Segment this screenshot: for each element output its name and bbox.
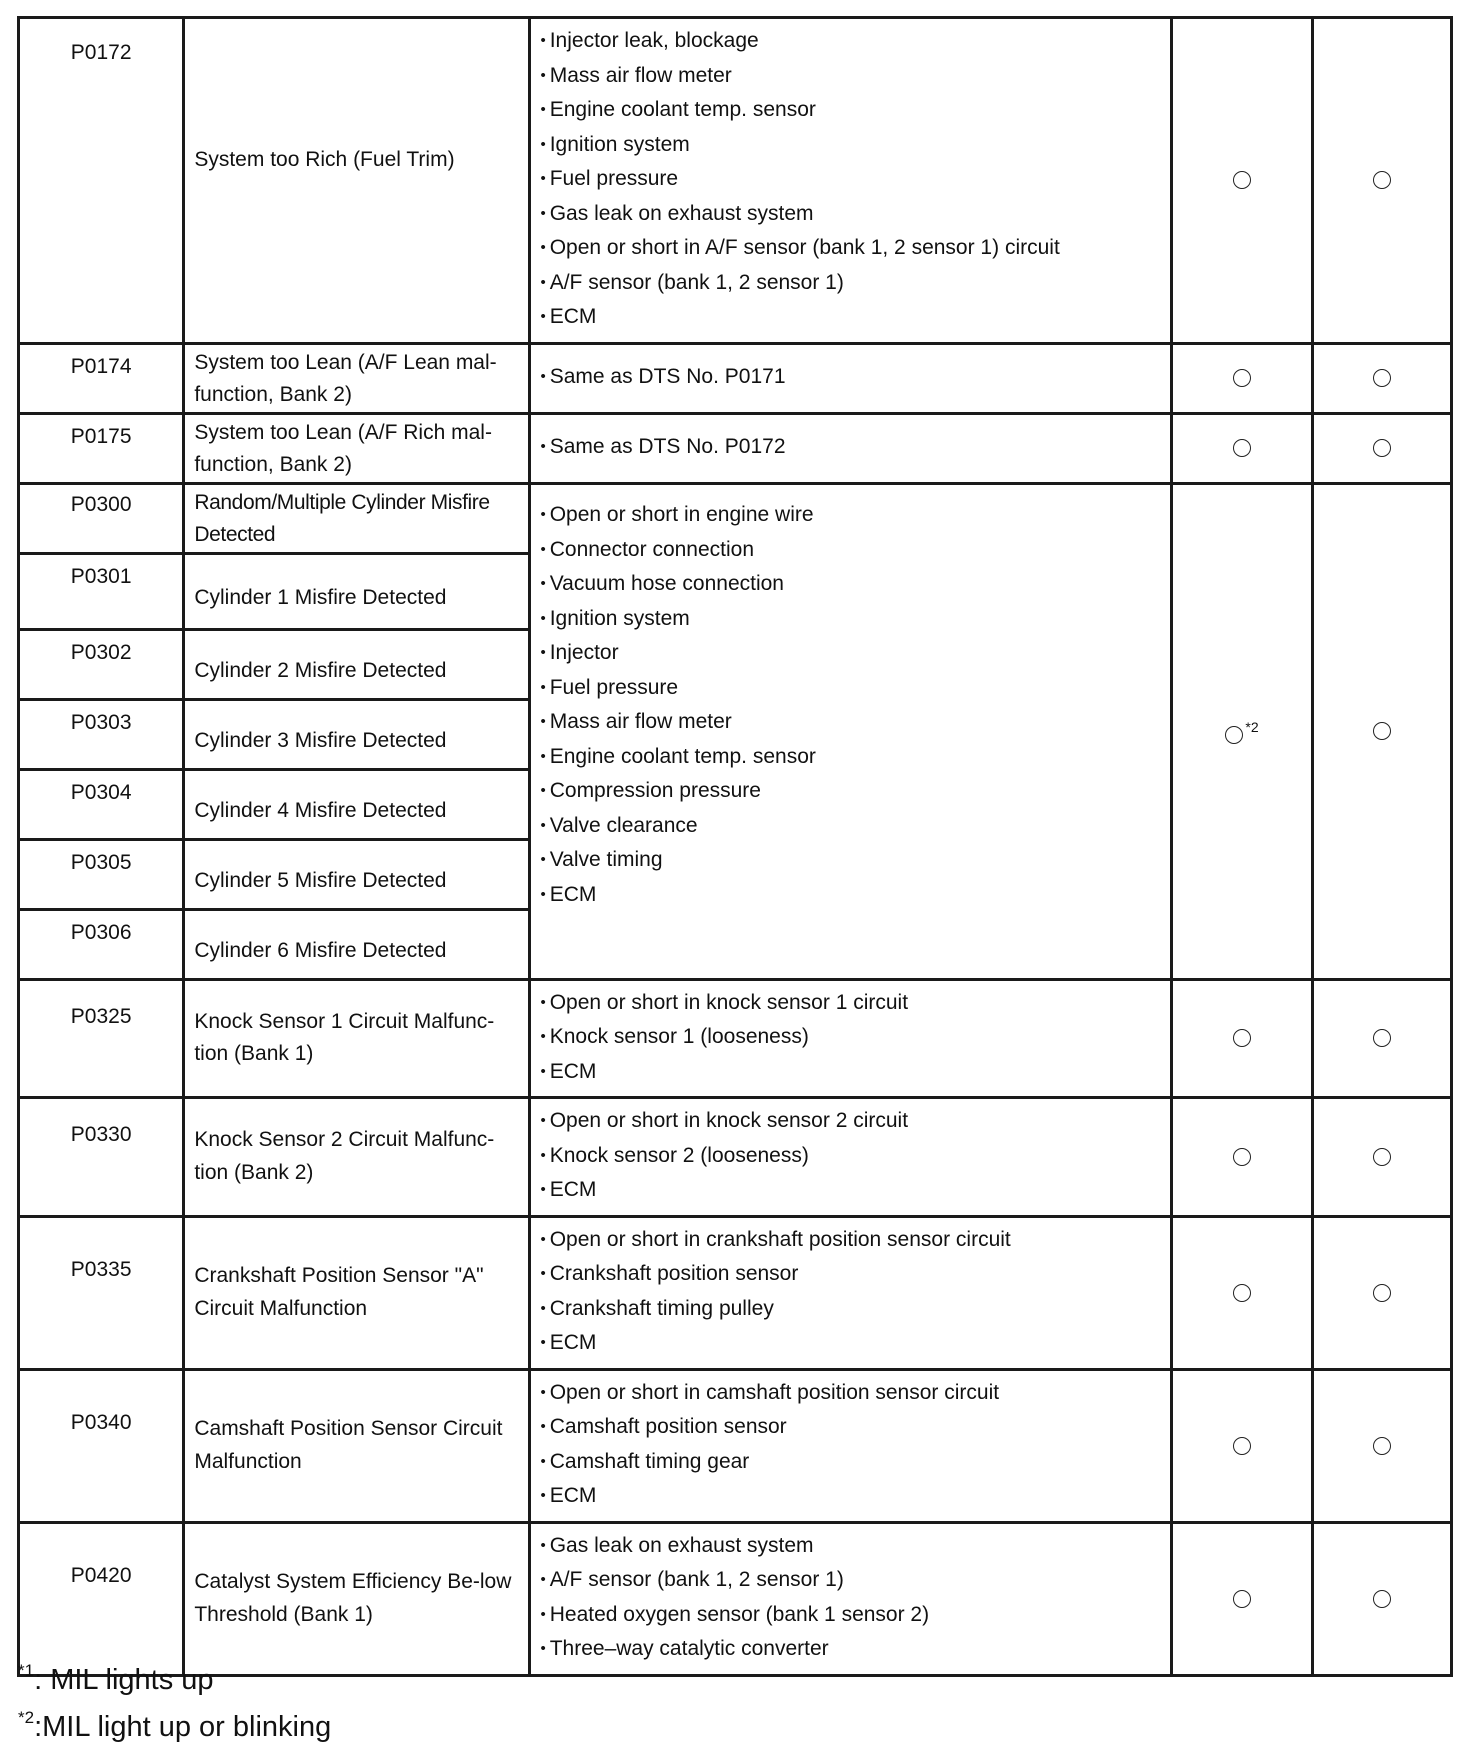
list-item: • Gas leak on exhaust system — [540, 1530, 1162, 1565]
circle-icon — [1233, 369, 1251, 387]
list-item: • Ignition system — [540, 129, 1162, 164]
footnote-mark: *1 — [18, 1661, 35, 1680]
list-item: • Mass air flow meter — [540, 60, 1162, 95]
list-item: • Compression pressure — [540, 775, 1162, 810]
list-item: • Crankshaft position sensor — [540, 1258, 1162, 1293]
detection-item: Random/Multiple Cylinder Misfire Detected — [184, 483, 530, 553]
mil-mark — [1171, 1098, 1312, 1217]
table-row — [19, 1369, 1452, 1522]
list-item: • Fuel pressure — [540, 672, 1162, 707]
circle-icon — [1233, 171, 1251, 189]
list-item: • Same as DTS No. P0172 — [540, 431, 1162, 466]
table-row — [19, 413, 1452, 483]
table-row — [19, 343, 1452, 413]
list-item: • ECM — [540, 1174, 1162, 1209]
list-item: • Injector leak, blockage — [540, 25, 1162, 60]
circle-icon — [1233, 439, 1251, 457]
list-item: • Camshaft position sensor — [540, 1411, 1162, 1446]
detection-item: Cylinder 2 Misfire Detected — [184, 629, 530, 699]
list-item: • A/F sensor (bank 1, 2 sensor 1) — [540, 1564, 1162, 1599]
detection-item: Camshaft Position Sensor Circuit Malfunction — [184, 1369, 530, 1522]
trouble-area — [530, 1216, 1172, 1369]
list-item: • Engine coolant temp. sensor — [540, 94, 1162, 129]
footnote-mark: *2 — [18, 1708, 35, 1727]
list-item: • Knock sensor 1 (looseness) — [540, 1021, 1162, 1056]
circle-icon — [1373, 369, 1391, 387]
detection-item: Knock Sensor 2 Circuit Malfunc-tion (Bank 2) — [184, 1098, 530, 1217]
list-item: • Engine coolant temp. sensor — [540, 741, 1162, 776]
circle-icon — [1233, 1590, 1251, 1608]
mil-mark — [1171, 1369, 1312, 1522]
trouble-area — [530, 18, 1172, 344]
memory-mark — [1313, 1098, 1452, 1217]
list-item: • ECM — [540, 301, 1162, 336]
dtc-code: P0340 — [19, 1369, 184, 1522]
dtc-code: P0325 — [19, 979, 184, 1098]
list-item: • Open or short in engine wire — [540, 499, 1162, 534]
trouble-area — [530, 413, 1172, 483]
dtc-code: P0175 — [19, 413, 184, 483]
list-item: • Same as DTS No. P0171 — [540, 361, 1162, 396]
list-item: • Open or short in camshaft position sensor circuit — [540, 1377, 1162, 1412]
circle-icon — [1233, 1148, 1251, 1166]
dtc-code: P0300 — [19, 483, 184, 553]
circle-icon — [1233, 1284, 1251, 1302]
list-item: • ECM — [540, 1056, 1162, 1091]
list-item: • Injector — [540, 637, 1162, 672]
detection-item: System too Rich (Fuel Trim) — [184, 18, 530, 344]
table-row — [19, 1098, 1452, 1217]
circle-icon — [1225, 726, 1243, 744]
list-item: • Open or short in knock sensor 1 circuit — [540, 987, 1162, 1022]
detection-item: Cylinder 6 Misfire Detected — [184, 909, 530, 979]
list-item: • Fuel pressure — [540, 163, 1162, 198]
circle-icon — [1373, 1284, 1391, 1302]
dtc-code: P0305 — [19, 839, 184, 909]
list-item: • Heated oxygen sensor (bank 1 sensor 2) — [540, 1599, 1162, 1634]
list-item: • ECM — [540, 1327, 1162, 1362]
detection-item: System too Lean (A/F Rich mal-function, Bank 2) — [184, 413, 530, 483]
list-item: • Crankshaft timing pulley — [540, 1293, 1162, 1328]
memory-mark — [1313, 483, 1452, 979]
list-item: • A/F sensor (bank 1, 2 sensor 1) — [540, 267, 1162, 302]
dtc-code: P0420 — [19, 1522, 184, 1675]
list-item: • Ignition system — [540, 603, 1162, 638]
list-item: • Open or short in crankshaft position sensor circuit — [540, 1224, 1162, 1259]
detection-item: Catalyst System Efficiency Be-low Threshold (Bank 1) — [184, 1522, 530, 1675]
circle-icon — [1373, 1148, 1391, 1166]
list-item: • Mass air flow meter — [540, 706, 1162, 741]
list-item: • ECM — [540, 1480, 1162, 1515]
list-item: • ECM — [540, 879, 1162, 914]
list-item: • Valve timing — [540, 844, 1162, 879]
trouble-area — [530, 1098, 1172, 1217]
mil-mark — [1171, 18, 1312, 344]
memory-mark — [1313, 413, 1452, 483]
list-item: • Gas leak on exhaust system — [540, 198, 1162, 233]
dtc-code: P0304 — [19, 769, 184, 839]
dtc-code: P0302 — [19, 629, 184, 699]
footnote-ref: *2 — [1245, 719, 1259, 736]
table-row — [19, 1216, 1452, 1369]
memory-mark — [1313, 18, 1452, 344]
footnote-text: : MIL lights up — [34, 1664, 214, 1696]
circle-icon — [1373, 722, 1391, 740]
dtc-code: P0303 — [19, 699, 184, 769]
dtc-code: P0335 — [19, 1216, 184, 1369]
circle-icon — [1373, 439, 1391, 457]
dtc-code: P0301 — [19, 553, 184, 629]
table-row — [19, 483, 1452, 553]
dtc-table — [17, 16, 1453, 1677]
memory-mark — [1313, 343, 1452, 413]
dtc-code: P0306 — [19, 909, 184, 979]
circle-icon — [1373, 1590, 1391, 1608]
mil-mark — [1171, 413, 1312, 483]
trouble-area — [530, 343, 1172, 413]
dtc-code: P0174 — [19, 343, 184, 413]
mil-mark — [1171, 979, 1312, 1098]
list-item: • Open or short in knock sensor 2 circuit — [540, 1105, 1162, 1140]
list-item: • Open or short in A/F sensor (bank 1, 2 sensor 1) circuit — [540, 232, 1162, 267]
mil-mark — [1171, 483, 1312, 979]
circle-icon — [1233, 1029, 1251, 1047]
mil-mark — [1171, 1522, 1312, 1675]
list-item: • Valve clearance — [540, 810, 1162, 845]
detection-item: Crankshaft Position Sensor "A" Circuit Malfunction — [184, 1216, 530, 1369]
memory-mark — [1313, 1216, 1452, 1369]
dtc-code: P0172 — [19, 18, 184, 344]
list-item: • Connector connection — [540, 534, 1162, 569]
detection-item: Cylinder 4 Misfire Detected — [184, 769, 530, 839]
memory-mark — [1313, 1369, 1452, 1522]
mil-mark — [1171, 343, 1312, 413]
circle-icon — [1373, 1029, 1391, 1047]
footnote-2 — [18, 1699, 331, 1746]
detection-item: Knock Sensor 1 Circuit Malfunc-tion (Bank 1) — [184, 979, 530, 1098]
circle-icon — [1373, 171, 1391, 189]
list-item: • Camshaft timing gear — [540, 1446, 1162, 1481]
detection-item: Cylinder 5 Misfire Detected — [184, 839, 530, 909]
list-item: • Three–way catalytic converter — [540, 1633, 1162, 1668]
table-row — [19, 979, 1452, 1098]
trouble-area — [530, 979, 1172, 1098]
table-row — [19, 18, 1452, 344]
detection-item: Cylinder 3 Misfire Detected — [184, 699, 530, 769]
dtc-code: P0330 — [19, 1098, 184, 1217]
mil-mark — [1171, 1216, 1312, 1369]
detection-item: System too Lean (A/F Lean mal-function, Bank 2) — [184, 343, 530, 413]
circle-icon — [1373, 1437, 1391, 1455]
footnote-text: :MIL light up or blinking — [34, 1711, 332, 1743]
footnote-1 — [18, 1652, 331, 1699]
trouble-area — [530, 483, 1172, 979]
detection-item: Cylinder 1 Misfire Detected — [184, 553, 530, 629]
trouble-area — [530, 1522, 1172, 1675]
memory-mark — [1313, 1522, 1452, 1675]
circle-icon — [1233, 1437, 1251, 1455]
list-item: • Vacuum hose connection — [540, 568, 1162, 603]
list-item: • Knock sensor 2 (looseness) — [540, 1140, 1162, 1175]
trouble-area — [530, 1369, 1172, 1522]
memory-mark — [1313, 979, 1452, 1098]
